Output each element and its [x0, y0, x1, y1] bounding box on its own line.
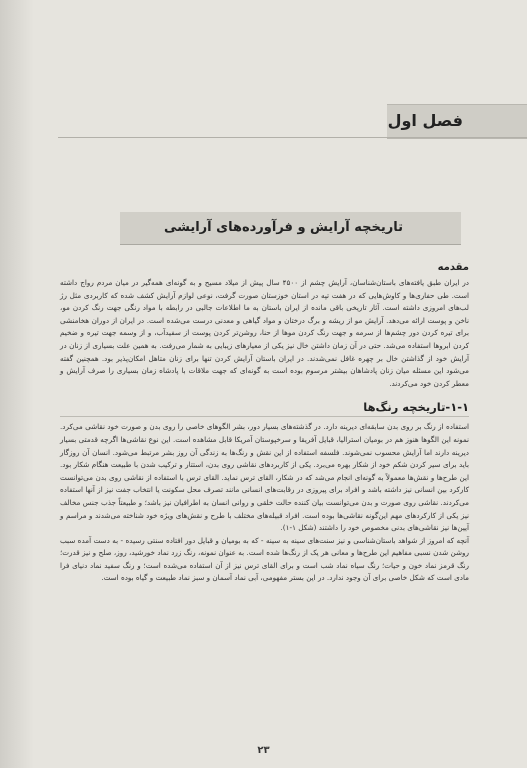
- intro-paragraph: در ایران طبق یافته‌های باستان‌شناسان، آرایش چشم از ۴۵۰۰ سال پیش از میلاد مسیح و به گونه‌ای همه‌گیر در میان مردم رواج داشته است. طی حفاری‌ها و کاوش‌هایی که در هفت تپه در استان خوزستان صورت گرفت، نوعی لوازم آرایش کشف شده که کاربردی مثل رژ لب‌های امروزی داشته است. آثار تاریخی باقی مانده از ایران باستان به ما اطلاعات جالبی در رابطه با مواد رنگی جهت رنگ کردن مو، ناخن و پوست ارائه می‌دهد. آرایش مو از ریشه و برگ درختان و مواد گیاهی و معدنی درست می‌شده است. در ایران از دوران هخامنشی برای تیره کردن دور چشم‌ها از سرمه و جهت رنگ کردن موها از حنا، روشن‌تر کردن پوست از سفیدآب، و از وسمه جهت تیره و ضخیم کردن ابروها استفاده می‌شد. حتی در آن زمان داشتن خال نیز یکی از معیارهای زیبایی به شمار می‌رفت. به همین علت بسیاری از زنان در آرایش خود از گذاشتن خال بر چهره غافل نمی‌شدند. در ایران باستان آرایش کردن تنها برای زنان متاهل امکان‌پذیر بود. همچنین گفته می‌شود این مسئله میان زنان پادشاهان بیشتر مرسوم بوده است به گونه‌ای که جهت ملاقات با پادشاه زمان بسیاری را صرف آرایش و معطر کردن خود می‌کردند.: [60, 278, 469, 388]
- subsection-heading: ۱-۱-تاریخچه رنگ‌ها: [60, 400, 469, 417]
- chapter-title: فصل اول: [387, 111, 463, 130]
- subsection-paragraph-2: آنچه که امروز از شواهد باستان‌شناسی و نیز سنت‌های سینه به سینه - که به بومیان و قبایل دور افتاده سنتی رسیده - به دست آمده سبب روشن شدن نسبی مفاهیم این طرح‌ها و معانی هر یک از رنگ‌ها شده است. به عنوان نمونه، رنگ زرد نماد خورشید، روز، صلح و نیز قدرت؛ رنگ قرمز نماد خون و حیات؛ رنگ سیاه نماد شب است و برای القای ترس نیز از آن استفاده می‌شده است؛ و رنگ سفید نماد دنیای فرا مادی است که شکل خاصی برای آن وجود ندارد. در این بستر مفهومی، آبی نماد آسمان و سبز نماد طبیعت و گیاه بوده است.: [60, 535, 469, 583]
- section-title: تاریخچه آرایش و فرآورده‌های آرایشی: [163, 220, 403, 235]
- body-content: [60, 262, 469, 585]
- page-number: ۲۳: [257, 745, 270, 756]
- chapter-divider: [58, 137, 527, 138]
- subsection-paragraph-1: استفاده از رنگ بر روی بدن سابقه‌ای دیرینه دارد. در گذشته‌های بسیار دور، بشر الگوهای خاصی را روی بدن و صورت خود نقاشی می‌کرد. نمونه این الگوها هنوز هم در بومیان استرالیا، قبایل آفریقا و سرخپوستان آمریکا قابل مشاهده است. این نوع نقاشی‌ها اگرچه قدمتی بسیار دیرینه دارند اما آرایش محسوب نمی‌شوند. فلسفه استفاده از این نقش و رنگ‌ها به زندگی آن روز بشر مرتبط می‌شود. انسان آن روزگار باید برای سیر کردن شکم خود از شکار بهره می‌برد. یکی از کاربردهای نقاشی روی بدن، استتار و ترکیب شدن با طبیعت هنگام شکار بود. این طرح‌ها و نقش‌ها معمولاً به گونه‌ای انجام می‌شد که در شکار، القای ترس نماید. القای ترس با استفاده از نقاشی روی بدن می‌توانست کارکرد بین انسانی نیز داشته باشد و افراد برای پیروزی در رقابت‌های انسانی مانند تصرف محل سکونت یا انتخاب جفت نیز از آنها استفاده می‌کردند. نقاشی روی صورت و بدن می‌توانست بیان کننده حالت خلقی و روانی انسان به اطرافیان نیز باشد؛ و طبیعتاً جذب جنس مخالف نیز یکی از کارکردهای مهم این‌گونه نقاشی‌ها بوده است. افراد قبیله‌های مختلف با طرح و نقش‌های ویژه خود شناخته می‌شدند و مراسم و آیین‌ها نیز نقاشی‌های بدنی مخصوص خود را داشتند (شکل ۱-۱).: [60, 422, 469, 533]
- intro-heading: مقدمه: [437, 262, 469, 273]
